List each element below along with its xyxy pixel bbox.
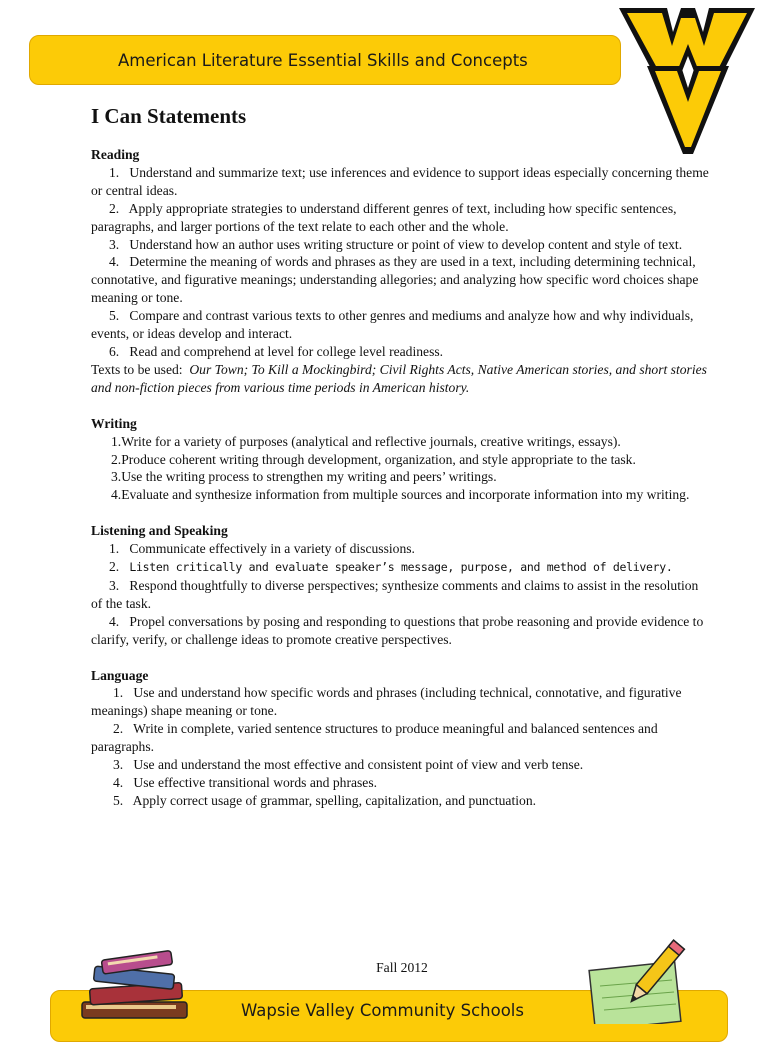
- item-number: 3.: [109, 577, 120, 593]
- item-number: 1.: [109, 164, 120, 180]
- reading-heading: Reading: [91, 147, 140, 162]
- item-text: Apply appropriate strategies to understand different genres of text, including how specific sentences, paragraphs, and larger portions of the text relate to each other and the whole.: [91, 200, 677, 234]
- language-item: [91, 756, 711, 774]
- language-item: [91, 774, 711, 792]
- listening-item: [91, 558, 711, 577]
- wv-logo: [617, 4, 757, 158]
- item-text: Use effective transitional words and phrases.: [133, 775, 378, 790]
- item-text: Use and understand how specific words and phrases (including technical, connotative, and figurative meanings) shape meaning or tone.: [91, 685, 682, 719]
- item-number: 1.: [111, 433, 122, 449]
- reading-item: [91, 236, 711, 254]
- item-number: 4.: [113, 775, 124, 790]
- document-body: [91, 146, 711, 810]
- item-text: Respond thoughtfully to diverse perspectives; synthesize comments and claims to assist in the resolution of the task.: [91, 577, 699, 611]
- page-title: I Can Statements: [91, 104, 247, 128]
- item-text: Use and understand the most effective and consistent point of view and verb tense.: [133, 757, 584, 773]
- pencil-paper-clipart-icon: [584, 936, 696, 1024]
- footer-banner-text: Wapsie Valley Community Schools: [241, 1001, 524, 1020]
- item-number: 4.: [111, 487, 122, 503]
- item-text: Produce coherent writing through development, organization, and style appropriate to the task.: [121, 451, 636, 467]
- item-number: 6.: [109, 343, 120, 359]
- books-clipart-icon: [72, 950, 202, 1024]
- reading-item: [91, 200, 711, 236]
- header-banner: [29, 35, 621, 85]
- listening-item: [91, 540, 711, 558]
- header-banner-text: American Literature Essential Skills and Concepts: [118, 50, 528, 70]
- item-text: Communicate effectively in a variety of discussions.: [129, 541, 415, 557]
- item-text: Listen critically and evaluate speaker’s message, purpose, and method of delivery.: [129, 560, 673, 575]
- item-text: Understand and summarize text; use inferences and evidence to support ideas especially concerning theme or central ideas.: [91, 164, 709, 198]
- item-number: 5.: [109, 308, 120, 324]
- language-item: [91, 684, 711, 720]
- item-number: 2.: [109, 559, 120, 575]
- item-text: Use the writing process to strengthen my writing and peers’ writings.: [121, 469, 497, 485]
- reading-item: [91, 307, 711, 343]
- writing-item: [91, 468, 711, 486]
- writing-heading: Writing: [91, 415, 137, 431]
- language-heading: Language: [91, 667, 149, 683]
- language-item: [91, 792, 711, 810]
- item-number: 4.: [109, 613, 120, 629]
- item-text: Apply correct usage of grammar, spelling, capitalization, and punctuation.: [132, 792, 537, 808]
- listening-item: [91, 613, 711, 649]
- term-label: Fall 2012: [376, 960, 428, 975]
- item-text: Write in complete, varied sentence structures to produce meaningful and balanced sentences and paragraphs.: [91, 721, 658, 755]
- item-text: Write for a variety of purposes (analytical and reflective journals, creative writings, essays).: [121, 433, 621, 449]
- item-number: 4.: [109, 254, 120, 270]
- item-text: Determine the meaning of words and phrases as they are used in a text, including determining technical, connotative, and figurative meanings; understanding allegories; and analyzing how specific word choices shape meaning or tone.: [91, 254, 699, 306]
- item-number: 1.: [113, 685, 124, 701]
- item-number: 3.: [111, 469, 122, 485]
- reading-item: [91, 253, 711, 307]
- item-text: Propel conversations by posing and responding to questions that probe reasoning and provide evidence to clarify, verify, or challenge ideas to promote creative perspectives.: [91, 613, 704, 647]
- texts-list: Our Town; To Kill a Mockingbird; Civil Rights Acts, Native American stories, and short stories and non-fiction pieces from various time periods in American history.: [91, 361, 707, 395]
- item-number: 3.: [109, 236, 120, 252]
- item-number: 2.: [111, 451, 122, 467]
- item-number: 2.: [113, 721, 124, 737]
- item-text: Evaluate and synthesize information from multiple sources and incorporate information into my writing.: [121, 487, 690, 503]
- language-item: [91, 720, 711, 756]
- reading-item: [91, 343, 711, 361]
- writing-item: [91, 451, 711, 469]
- item-text: Compare and contrast various texts to other genres and mediums and analyze how and why individuals, events, or ideas develop and interact.: [91, 308, 694, 342]
- listening-item: [91, 577, 711, 613]
- item-text: Read and comprehend at level for college level readiness.: [129, 343, 444, 359]
- item-number: 2.: [109, 200, 120, 216]
- writing-item: [91, 486, 711, 504]
- item-number: 1.: [109, 541, 120, 557]
- item-number: 5.: [113, 792, 124, 808]
- texts-label: Texts to be used:: [91, 361, 183, 377]
- writing-item: [91, 433, 711, 451]
- texts-to-be-used: [91, 361, 711, 397]
- item-number: 3.: [113, 757, 124, 773]
- reading-item: [91, 164, 711, 200]
- item-text: Understand how an author uses writing structure or point of view to develop content and style of text.: [129, 236, 683, 252]
- listening-speaking-heading: Listening and Speaking: [91, 523, 228, 539]
